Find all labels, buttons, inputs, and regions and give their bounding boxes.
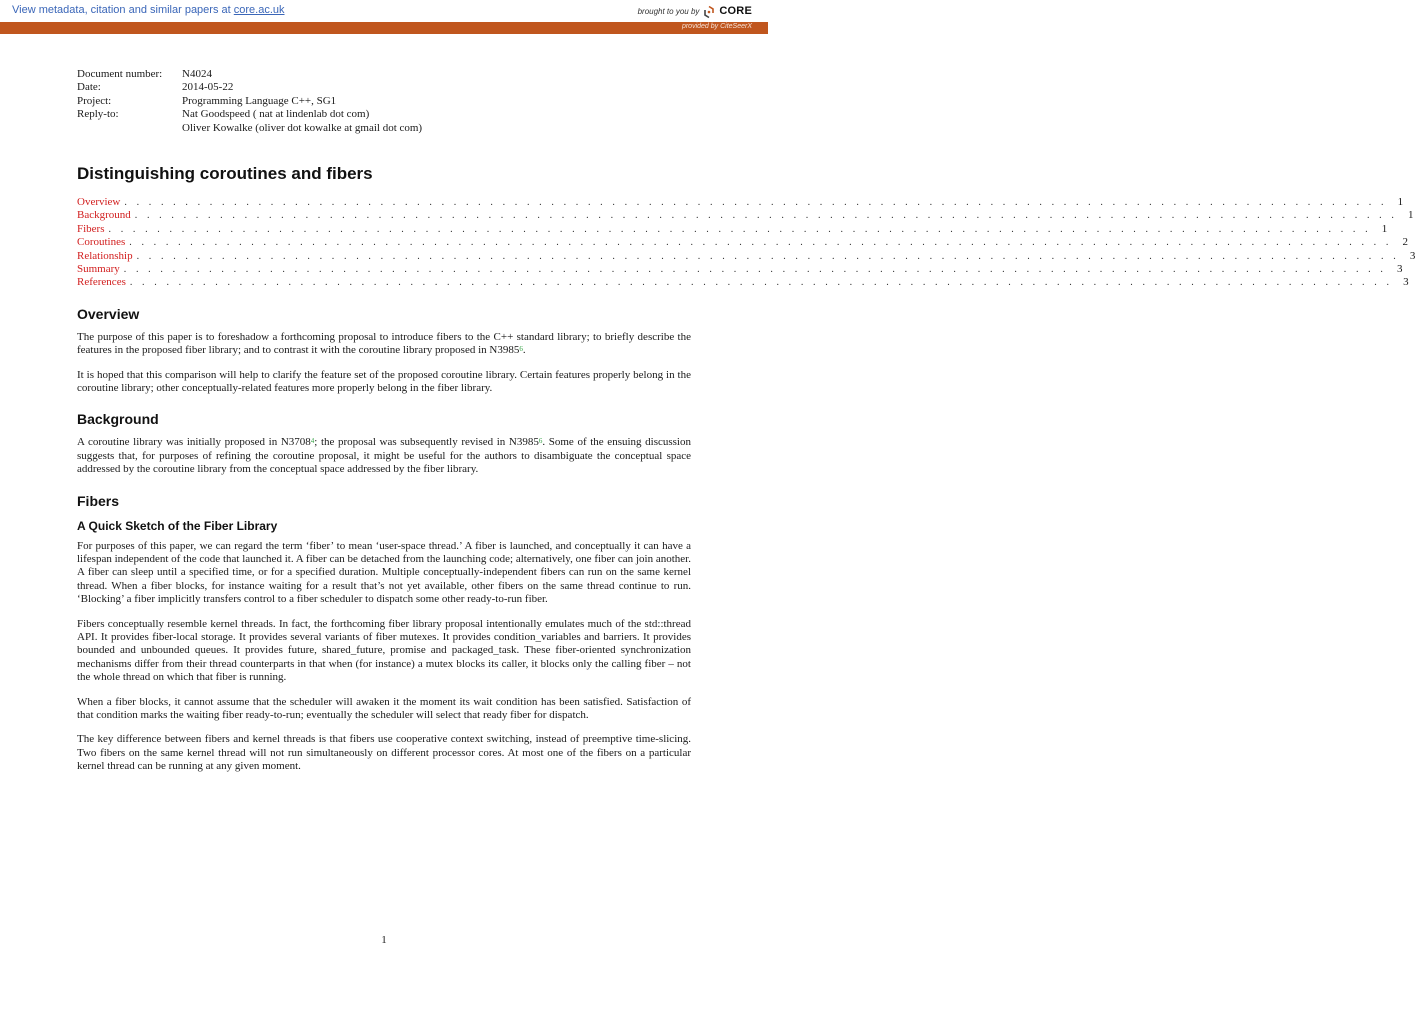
toc-leader: . . . . . . . . . . . . . . . . . . . . . . . . . . . . . . . . . . . . . . . . . . . . . . . . . . . . . . . . . . . . . . . . . . . . . . . . . . . . . . . . . . . . . . . . . . . . . . . . . . . . . . . . (124, 196, 1388, 208)
toc-entry-relationship[interactable] (77, 249, 1415, 263)
toc-leader: . . . . . . . . . . . . . . . . . . . . . . . . . . . . . . . . . . . . . . . . . . . . . . . . . . . . . . . . . . . . . . . . . . . . . . . . . . . . . . . . . . . . . . . . . . . . . . . . . . . . . . . . (108, 223, 1372, 235)
toc-page-number: 1 (1407, 209, 1414, 222)
fibers-paragraph-2: Fibers conceptually resemble kernel threads. In fact, the forthcoming fiber library proposal intentionally emulates much of the std::thread API. It provides fiber-local storage. It provides several variants of fiber mutexes. It provides condition_variables and barriers. It provides bounded and unbounded queues. It provides future, shared_future, promise and packaged_task. These fiber-oriented synchronization mechanisms differ from their thread counterparts in that when (for instance) a mutex blocks its caller, it blocks only the calling fiber – not the whole thread on which that fiber is running. (77, 617, 691, 684)
paper-title: Distinguishing coroutines and fibers (77, 163, 373, 183)
core-provider-bar (0, 22, 768, 34)
toc-link[interactable]: Coroutines (77, 236, 126, 249)
toc-link[interactable]: Relationship (77, 249, 133, 262)
toc-leader: . . . . . . . . . . . . . . . . . . . . . . . . . . . . . . . . . . . . . . . . . . . . . . . . . . . . . . . . . . . . . . . . . . . . . . . . . . . . . . . . . . . . . . . . . . . . . . . . . . . . . . . . (129, 277, 1393, 289)
section-heading-background: Background (77, 411, 159, 428)
toc-leader: . . . . . . . . . . . . . . . . . . . . . . . . . . . . . . . . . . . . . . . . . . . . . . . . . . . . . . . . . . . . . . . . . . . . . . . . . . . . . . . . . . . . . . . . . . . . . . . . . . . . . . . . (134, 210, 1398, 222)
toc-link[interactable]: References (77, 276, 126, 289)
citation-link[interactable]: 6 (519, 345, 523, 354)
meta-row-project: Project: Programming Language C++, SG1 (77, 94, 337, 107)
section-heading-overview: Overview (77, 305, 140, 322)
subsection-heading-quick-sketch: A Quick Sketch of the Fiber Library (77, 518, 278, 533)
toc-page-number: 2 (1402, 236, 1408, 249)
toc-entry-summary[interactable] (77, 262, 1403, 276)
toc-entry-references[interactable] (77, 276, 1409, 289)
core-metadata-label: View metadata, citation and similar papers at (12, 4, 231, 16)
meta-row-reply-to: Reply-to: Nat Goodspeed ( nat at lindenlab dot com) (77, 108, 370, 121)
toc-page-number: 1 (1381, 222, 1388, 235)
citation-link[interactable]: 4 (310, 437, 315, 446)
provided-by-label[interactable]: provided by CiteSeerX (681, 23, 752, 30)
overview-paragraph-2: It is hoped that this comparison will help to clarify the feature set of the proposed coroutine library. Certain features properly belong in the coroutine library; other conceptually-related features more properly belong in the fiber library. (77, 368, 691, 394)
toc-leader: . . . . . . . . . . . . . . . . . . . . . . . . . . . . . . . . . . . . . . . . . . . . . . . . . . . . . . . . . . . . . . . . . . . . . . . . . . . . . . . . . . . . . . . . . . . . . . . . . . . . . . . . (129, 237, 1392, 249)
background-paragraph-1: A coroutine library was initially proposed in N3708$^4$; the proposal was subsequently revised in N3985$^6$. Some of the ensuing discussion suggests that, for purposes of refining the coroutine proposal, it might be useful for the authors to disambiguate the conceptual space addressed by the coroutine library from the conceptual space addressed by the fiber library. (77, 436, 691, 476)
toc-entry-coroutines[interactable] (77, 236, 1408, 249)
core-metadata-text (12, 4, 285, 16)
toc-link[interactable]: Background (77, 209, 131, 222)
toc-page-number: 3 (1409, 249, 1415, 262)
citation-link[interactable]: 6 (538, 437, 543, 446)
page-number: 1 (381, 934, 387, 946)
toc-page-number: 3 (1403, 276, 1409, 289)
core-brand[interactable] (638, 3, 752, 19)
toc-page-number: 1 (1397, 195, 1404, 208)
document-metadata (77, 68, 691, 135)
core-logo-icon (704, 5, 714, 17)
toc-link[interactable]: Summary (77, 262, 120, 275)
toc-link[interactable]: Overview (77, 195, 121, 208)
toc-page-number: 3 (1396, 262, 1403, 275)
toc-entry-background[interactable] (77, 209, 1414, 222)
meta-row-reply-to-second: Oliver Kowalke (oliver dot kowalke at gmail dot com) (182, 121, 423, 134)
core-brand-name: CORE (719, 5, 752, 17)
brought-to-you-label: brought to you by (637, 6, 700, 16)
toc-entry-overview[interactable] (77, 195, 1404, 209)
toc-leader: . . . . . . . . . . . . . . . . . . . . . . . . . . . . . . . . . . . . . . . . . . . . . . . . . . . . . . . . . . . . . . . . . . . . . . . . . . . . . . . . . . . . . . . . . . . . . . . . . . . . . . . . (136, 250, 1400, 262)
paper-page (77, 62, 1415, 774)
fibers-paragraph-4: The key difference between fibers and kernel threads is that fibers use cooperative context switching, instead of preemptive time-slicing. Two fibers on the same kernel thread will not run simultaneously on different processor cores. At most one of the fibers on a particular kernel thread can be running at any given moment. (77, 733, 691, 773)
toc-entry-fibers[interactable] (77, 222, 1388, 236)
toc-link[interactable]: Fibers (77, 222, 105, 235)
overview-paragraph-1: The purpose of this paper is to foreshadow a forthcoming proposal to introduce fibers to the C++ standard library; to briefly describe the features in the proposed fiber library; and to contrast it with the coroutine library proposed in N3985$^6$. (77, 330, 691, 357)
toc-leader: . . . . . . . . . . . . . . . . . . . . . . . . . . . . . . . . . . . . . . . . . . . . . . . . . . . . . . . . . . . . . . . . . . . . . . . . . . . . . . . . . . . . . . . . . . . . . . . . . . . . . . . . (123, 263, 1387, 275)
section-heading-fibers: Fibers (77, 492, 120, 509)
meta-row-document-number: Document number: N4024 (77, 68, 212, 80)
meta-row-date: Date: 2014-05-22 (77, 81, 234, 94)
core-ac-uk-link[interactable]: core.ac.uk (233, 4, 285, 16)
fibers-paragraph-3: When a fiber blocks, it cannot assume that the scheduler will awaken it the moment its wait condition has been satisfied. Satisfaction of that condition marks the waiting fiber ready-to-run; eventually the scheduler will select that ready fiber for dispatch. (77, 695, 691, 721)
table-of-contents (77, 195, 1415, 290)
fibers-paragraph-1: For purposes of this paper, we can regard the term ‘fiber’ to mean ‘user-space thread.’ A fiber is launched, and conceptually it can have a lifespan independent of the code that launched it. A fiber can be detached from the launching code; alternatively, one fiber can join another. A fiber can sleep until a specified time, or for a specified duration. Multiple conceptually-independent fibers can run on the same kernel thread. When a fiber blocks, for instance waiting for a result that’s not yet available, other fibers on the same thread continue to run. ‘Blocking’ a fiber implicitly transfers control to a fiber scheduler to dispatch some other ready-to-run fiber. (77, 539, 691, 606)
core-banner (0, 0, 768, 23)
